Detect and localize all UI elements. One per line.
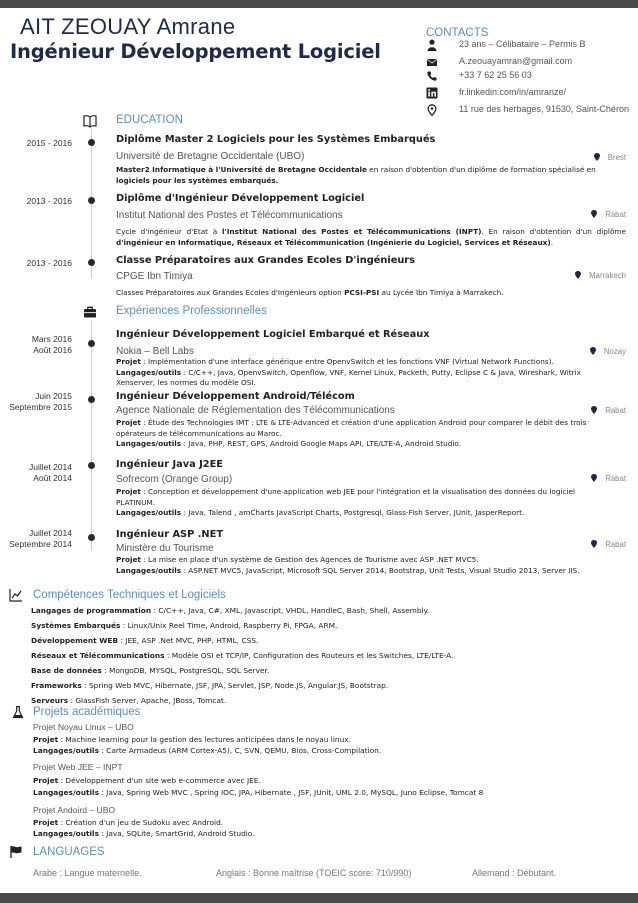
exp-company: Ministère du Tourisme xyxy=(116,543,214,554)
edu-title: Classe Préparatoires aux Grandes Ecoles D'ingénieurs xyxy=(116,255,415,266)
timeline-dot xyxy=(88,462,95,469)
tools-text: : Java, SQLite, SmartGrid, Android Studio. xyxy=(98,829,255,838)
projects-title: Projets académiques xyxy=(33,706,141,718)
flask-icon xyxy=(11,705,25,719)
tools-text: : Carte Armadeus (ARM Cortex-A5), C, SVN, QEMU, Bios, Cross-Compilation. xyxy=(98,746,382,755)
project-line xyxy=(33,735,351,744)
tools-text: : ASP.NET MVC5, JavaScript, Microsoft SQL Server 2014, Bootstrap, Unit Tests, Visual Studio 2013, Server IIS. xyxy=(181,565,580,575)
proj-label: Projet xyxy=(116,487,141,496)
edu-school: Institut National des Postes et Télécommunications xyxy=(116,210,343,221)
edu-desc-text: . En raison d'obtention d'un diplôme xyxy=(481,227,627,236)
edu-location xyxy=(591,210,626,219)
contact-linkedin[interactable] xyxy=(426,87,638,101)
exp-date-end: Septembre 2014 xyxy=(9,538,72,549)
project-title: Projet Andoird – UBO xyxy=(33,805,116,815)
tools-text: Xenserver, les normes du modèle OSI. xyxy=(116,378,256,387)
top-bar xyxy=(0,0,638,8)
exp-date xyxy=(0,391,72,412)
proj-label: Projet xyxy=(116,555,141,564)
skill-value: : Modèle OSI et TCP/IP, Configuration des Routeurs et les Switches, LTE/LTE-A. xyxy=(164,651,454,660)
proj-text: : Création d'un jeu de Sudoku avec Android. xyxy=(58,818,224,827)
edu-location xyxy=(594,153,626,162)
exp-location-text: Rabat xyxy=(605,474,626,483)
project-line xyxy=(33,829,255,838)
timeline-dot xyxy=(88,396,95,403)
proj-text: : Implémentation d'une interface générique entre OpenvSwitch et les fonctions VNF (Virtual Network Functions). xyxy=(140,357,554,366)
exp-location xyxy=(591,474,626,483)
chart-line-icon xyxy=(9,588,23,602)
briefcase-icon xyxy=(83,305,97,319)
skill-label: Serveurs xyxy=(31,696,69,705)
skills-title: Compétences Techniques et Logiciels xyxy=(33,589,226,601)
tools-text: : Java, Spring Web MVC , Spring IOC, JPA, Hibernate , JSF, JUnit, UML 2.0, MySQL, Juno Eclipse, Tomcat 8 xyxy=(98,788,484,797)
flag-icon xyxy=(9,845,23,859)
exp-description xyxy=(116,555,626,576)
pin-icon xyxy=(591,210,597,218)
timeline-dot xyxy=(88,340,95,347)
exp-title: Ingénieur Développement Android/Télécom xyxy=(116,391,355,402)
exp-location-text: Rabat xyxy=(605,406,626,415)
skill-label: Développement WEB xyxy=(31,636,119,645)
edu-desc-text: . xyxy=(550,237,554,247)
exp-title: Ingénieur Java J2EE xyxy=(116,459,223,470)
timeline-dot xyxy=(88,197,95,204)
project-title: Projet Noyau Linux – UBO xyxy=(33,722,134,732)
pin-icon xyxy=(591,406,597,414)
proj-text: PLATINUM. xyxy=(116,497,156,507)
tools-text: : C/C++, Java, OpenvSwitch, Openflow, VNF, Kernel Linux, Packeth, Putty, Eclipse C & Java, Wireshark, Witrix xyxy=(181,367,581,377)
tools-text: : Java, Talend , amCharts JavaScript Charts, Postgresql, Glass-Fish Server, JUnit, JasperReport. xyxy=(181,508,525,517)
experience-timeline xyxy=(91,320,92,550)
skill-label: Systèmes Embarqués xyxy=(31,621,121,630)
project-line xyxy=(33,746,381,755)
exp-date xyxy=(0,462,72,483)
edu-date: 2015 - 2016 xyxy=(26,138,72,148)
skill-item xyxy=(31,621,631,630)
language-german: Allemand : Débutant. xyxy=(472,868,557,878)
contact-email[interactable] xyxy=(426,56,638,70)
skill-label: Langages de programmation xyxy=(31,606,152,615)
envelope-icon xyxy=(426,56,438,68)
edu-date: 2013 - 2016 xyxy=(26,258,72,268)
exp-location-text: Nozay xyxy=(603,347,626,356)
languages-title: LANGUAGES xyxy=(33,846,105,858)
tools-label: Langages/outils xyxy=(116,439,182,448)
skill-value: : GlassFish Server, Apache, JBoss, Tomcat. xyxy=(68,696,227,705)
contact-address xyxy=(426,104,638,118)
project-line xyxy=(33,818,223,827)
exp-title: Ingénieur ASP .NET xyxy=(116,529,223,540)
timeline-dot xyxy=(88,259,95,266)
contact-age xyxy=(426,39,638,53)
contact-email-text[interactable]: A.zeouayamran@gmail.com xyxy=(459,56,573,66)
language-arabic: Arabe : Langue maternelle. xyxy=(33,868,142,878)
skill-item xyxy=(31,681,631,690)
exp-company: Sofrecom (Orange Group) xyxy=(116,474,233,485)
timeline-dot xyxy=(88,534,95,541)
edu-school: CPGE Ibn Timiya xyxy=(116,271,193,282)
exp-date-end: Août 2016 xyxy=(33,344,72,355)
edu-location-text: Rabat xyxy=(605,210,626,219)
edu-description xyxy=(116,227,626,248)
skill-label: Frameworks xyxy=(31,681,82,690)
contact-linkedin-text[interactable]: fr.linkedin.com/in/amranze/ xyxy=(459,87,567,97)
proj-text: : Étude des Technologies IMT : LTE & LTE-Advanced et création d'une application Android pour comparer le débit des trois xyxy=(140,418,587,427)
exp-location xyxy=(591,540,626,549)
skill-value: : Spring Web MVC, Hibernate, JSF, JPA, Servlet, JSP, Node.JS, Angular.JS, Bootstrap. xyxy=(81,681,389,690)
edu-desc-text: au Lycée Ibn Timiya à Marrakech. xyxy=(379,288,504,297)
contact-phone[interactable] xyxy=(426,70,638,84)
tools-text: : Java, PHP, REST, GPS, Android Google Maps API, LTE/LTE-A, Android Studio. xyxy=(181,439,462,448)
skill-label: Réseaux et Télécommunications xyxy=(31,651,165,660)
person-icon xyxy=(426,39,438,51)
skill-value: : C/C++, Java, C#, XML, Javascript, VHDL, HandleC, Bash, Shell, Assembly. xyxy=(151,606,430,615)
skill-value: : MongoDB, MYSQL, PostgreSQL, SQL Server. xyxy=(101,666,270,675)
exp-description xyxy=(116,357,626,389)
edu-location-text: Brest xyxy=(607,153,626,162)
skill-value: : Linux/Unix Reel Time, Android, Raspberry Pi, FPGA, ARM. xyxy=(120,621,338,630)
proj-text: opérateurs de télécommunications au Maroc. xyxy=(116,428,282,438)
exp-title: Ingénieur Développement Logiciel Embarqué et Réseaux xyxy=(116,329,430,340)
tools-label: Langages/outils xyxy=(33,746,99,755)
skill-label: Base de données xyxy=(31,666,102,675)
location-icon xyxy=(426,104,438,116)
edu-description xyxy=(116,288,626,299)
project-line xyxy=(33,776,261,785)
edu-description xyxy=(116,165,626,186)
tools-label: Langages/outils xyxy=(116,565,182,575)
skill-item xyxy=(31,636,631,645)
contact-age-text: 23 ans – Célibataire – Permis B xyxy=(459,39,586,49)
exp-location xyxy=(591,406,626,415)
exp-location-text: Rabat xyxy=(605,540,626,549)
skill-item xyxy=(31,606,631,615)
proj-label: Projet xyxy=(33,818,59,827)
proj-label: Projet xyxy=(33,776,59,785)
skill-value: : JEE, ASP .Net MVC, PHP, HTML, CSS. xyxy=(118,636,259,645)
pin-icon xyxy=(575,271,581,279)
edu-location-text: Marrakech xyxy=(589,271,626,280)
exp-description xyxy=(116,487,626,519)
edu-desc-text: Classes Préparatoires aux Grandes Ecoles d'Ingénieurs option xyxy=(116,288,345,297)
proj-text: : La mise en place d'un système de Gestion des Agences de Tourisme avec ASP .NET MVC5. xyxy=(140,555,479,564)
proj-text: : Développement d'un site web e-commerce avec JEE. xyxy=(58,776,261,785)
tools-label: Langages/outils xyxy=(116,367,182,377)
skill-item xyxy=(31,696,631,705)
contacts-title: CONTACTS xyxy=(426,27,489,39)
tools-label: Langages/outils xyxy=(33,829,99,838)
exp-company: Agence Nationale de Réglementation des Télécommunications xyxy=(116,405,395,416)
pin-icon xyxy=(591,474,597,482)
education-title: EDUCATION xyxy=(116,114,183,126)
exp-date-end: Août 2014 xyxy=(33,472,72,483)
linkedin-icon xyxy=(426,87,438,99)
exp-date-start: Juin 2015 xyxy=(35,391,72,401)
edu-title: Diplôme d'Ingénieur Développement Logiciel xyxy=(116,193,365,204)
contact-address-text: 11 rue des herbages, 91530, Saint-Chéron xyxy=(459,104,629,114)
job-title: Ingénieur Développement Logiciel xyxy=(10,40,381,63)
edu-desc-text: en raison d'obtention d'un diplôme de formation spécialisé en xyxy=(366,165,596,174)
timeline-dot xyxy=(88,139,95,146)
exp-date xyxy=(0,334,72,355)
proj-label: Projet xyxy=(116,357,141,366)
project-title: Projet Web JEE – INPT xyxy=(33,762,123,772)
skill-item xyxy=(31,666,631,675)
pin-icon xyxy=(590,347,596,355)
exp-company: Nokia – Bell Labs xyxy=(116,346,194,357)
edu-title: Diplôme Master 2 Logiciels pour les Systèmes Embarqués xyxy=(116,134,436,145)
exp-date-start: Mars 2016 xyxy=(31,334,72,344)
exp-date-start: Juillet 2014 xyxy=(28,528,72,538)
bottom-bar xyxy=(0,893,638,903)
proj-label: Projet xyxy=(116,418,141,427)
language-english: Anglais : Bonne maîtrise (TOEIC score: 710/990) xyxy=(216,868,412,878)
experience-title: Expériences Professionnelles xyxy=(116,305,267,317)
proj-text: : Conception et développement d'une application web JEE pour l'intégration et la visualisation des données du logiciel xyxy=(140,487,576,496)
exp-date-start: Juillet 2014 xyxy=(28,462,72,472)
proj-label: Projet xyxy=(33,735,59,744)
exp-description xyxy=(116,418,626,450)
proj-text: : Machine learning pour la gestion des lectures anticipées dans le noyau linux. xyxy=(58,735,351,744)
phone-icon xyxy=(426,70,438,82)
contact-phone-text[interactable]: +33 7 62 25 56 03 xyxy=(459,70,532,80)
edu-desc-bold: l'Institut National des Postes et Télécommunications (INPT) xyxy=(221,227,482,236)
edu-desc-bold: d'ingénieur en Informatique, Réseaux et Télécommunication (Ingénierie du Logiciel, Services et Réseaux) xyxy=(116,237,551,247)
edu-desc-bold: PCSI-PSI xyxy=(344,288,380,297)
book-icon xyxy=(83,114,97,128)
exp-date-end: Septembre 2015 xyxy=(9,401,72,412)
pin-icon xyxy=(594,153,600,161)
edu-desc-text: Cycle d'ingénieur d'Etat à xyxy=(116,227,222,236)
edu-location xyxy=(575,271,626,280)
tools-label: Langages/outils xyxy=(116,508,182,517)
exp-date xyxy=(0,528,72,549)
pin-icon xyxy=(591,540,597,548)
edu-desc-bold: Master2 Informatique à l'Université de Bretagne Occidentale xyxy=(116,165,367,174)
candidate-name: AIT ZEOUAY Amrane xyxy=(20,14,236,39)
exp-location xyxy=(590,347,626,356)
edu-date: 2013 - 2016 xyxy=(26,196,72,206)
project-line xyxy=(33,788,483,797)
skill-item xyxy=(31,651,631,660)
edu-desc-line2: logiciels pour les systèmes embarqués. xyxy=(116,175,279,185)
edu-school: Université de Bretagne Occidentale (UBO) xyxy=(116,151,305,162)
tools-label: Langages/outils xyxy=(33,788,99,797)
